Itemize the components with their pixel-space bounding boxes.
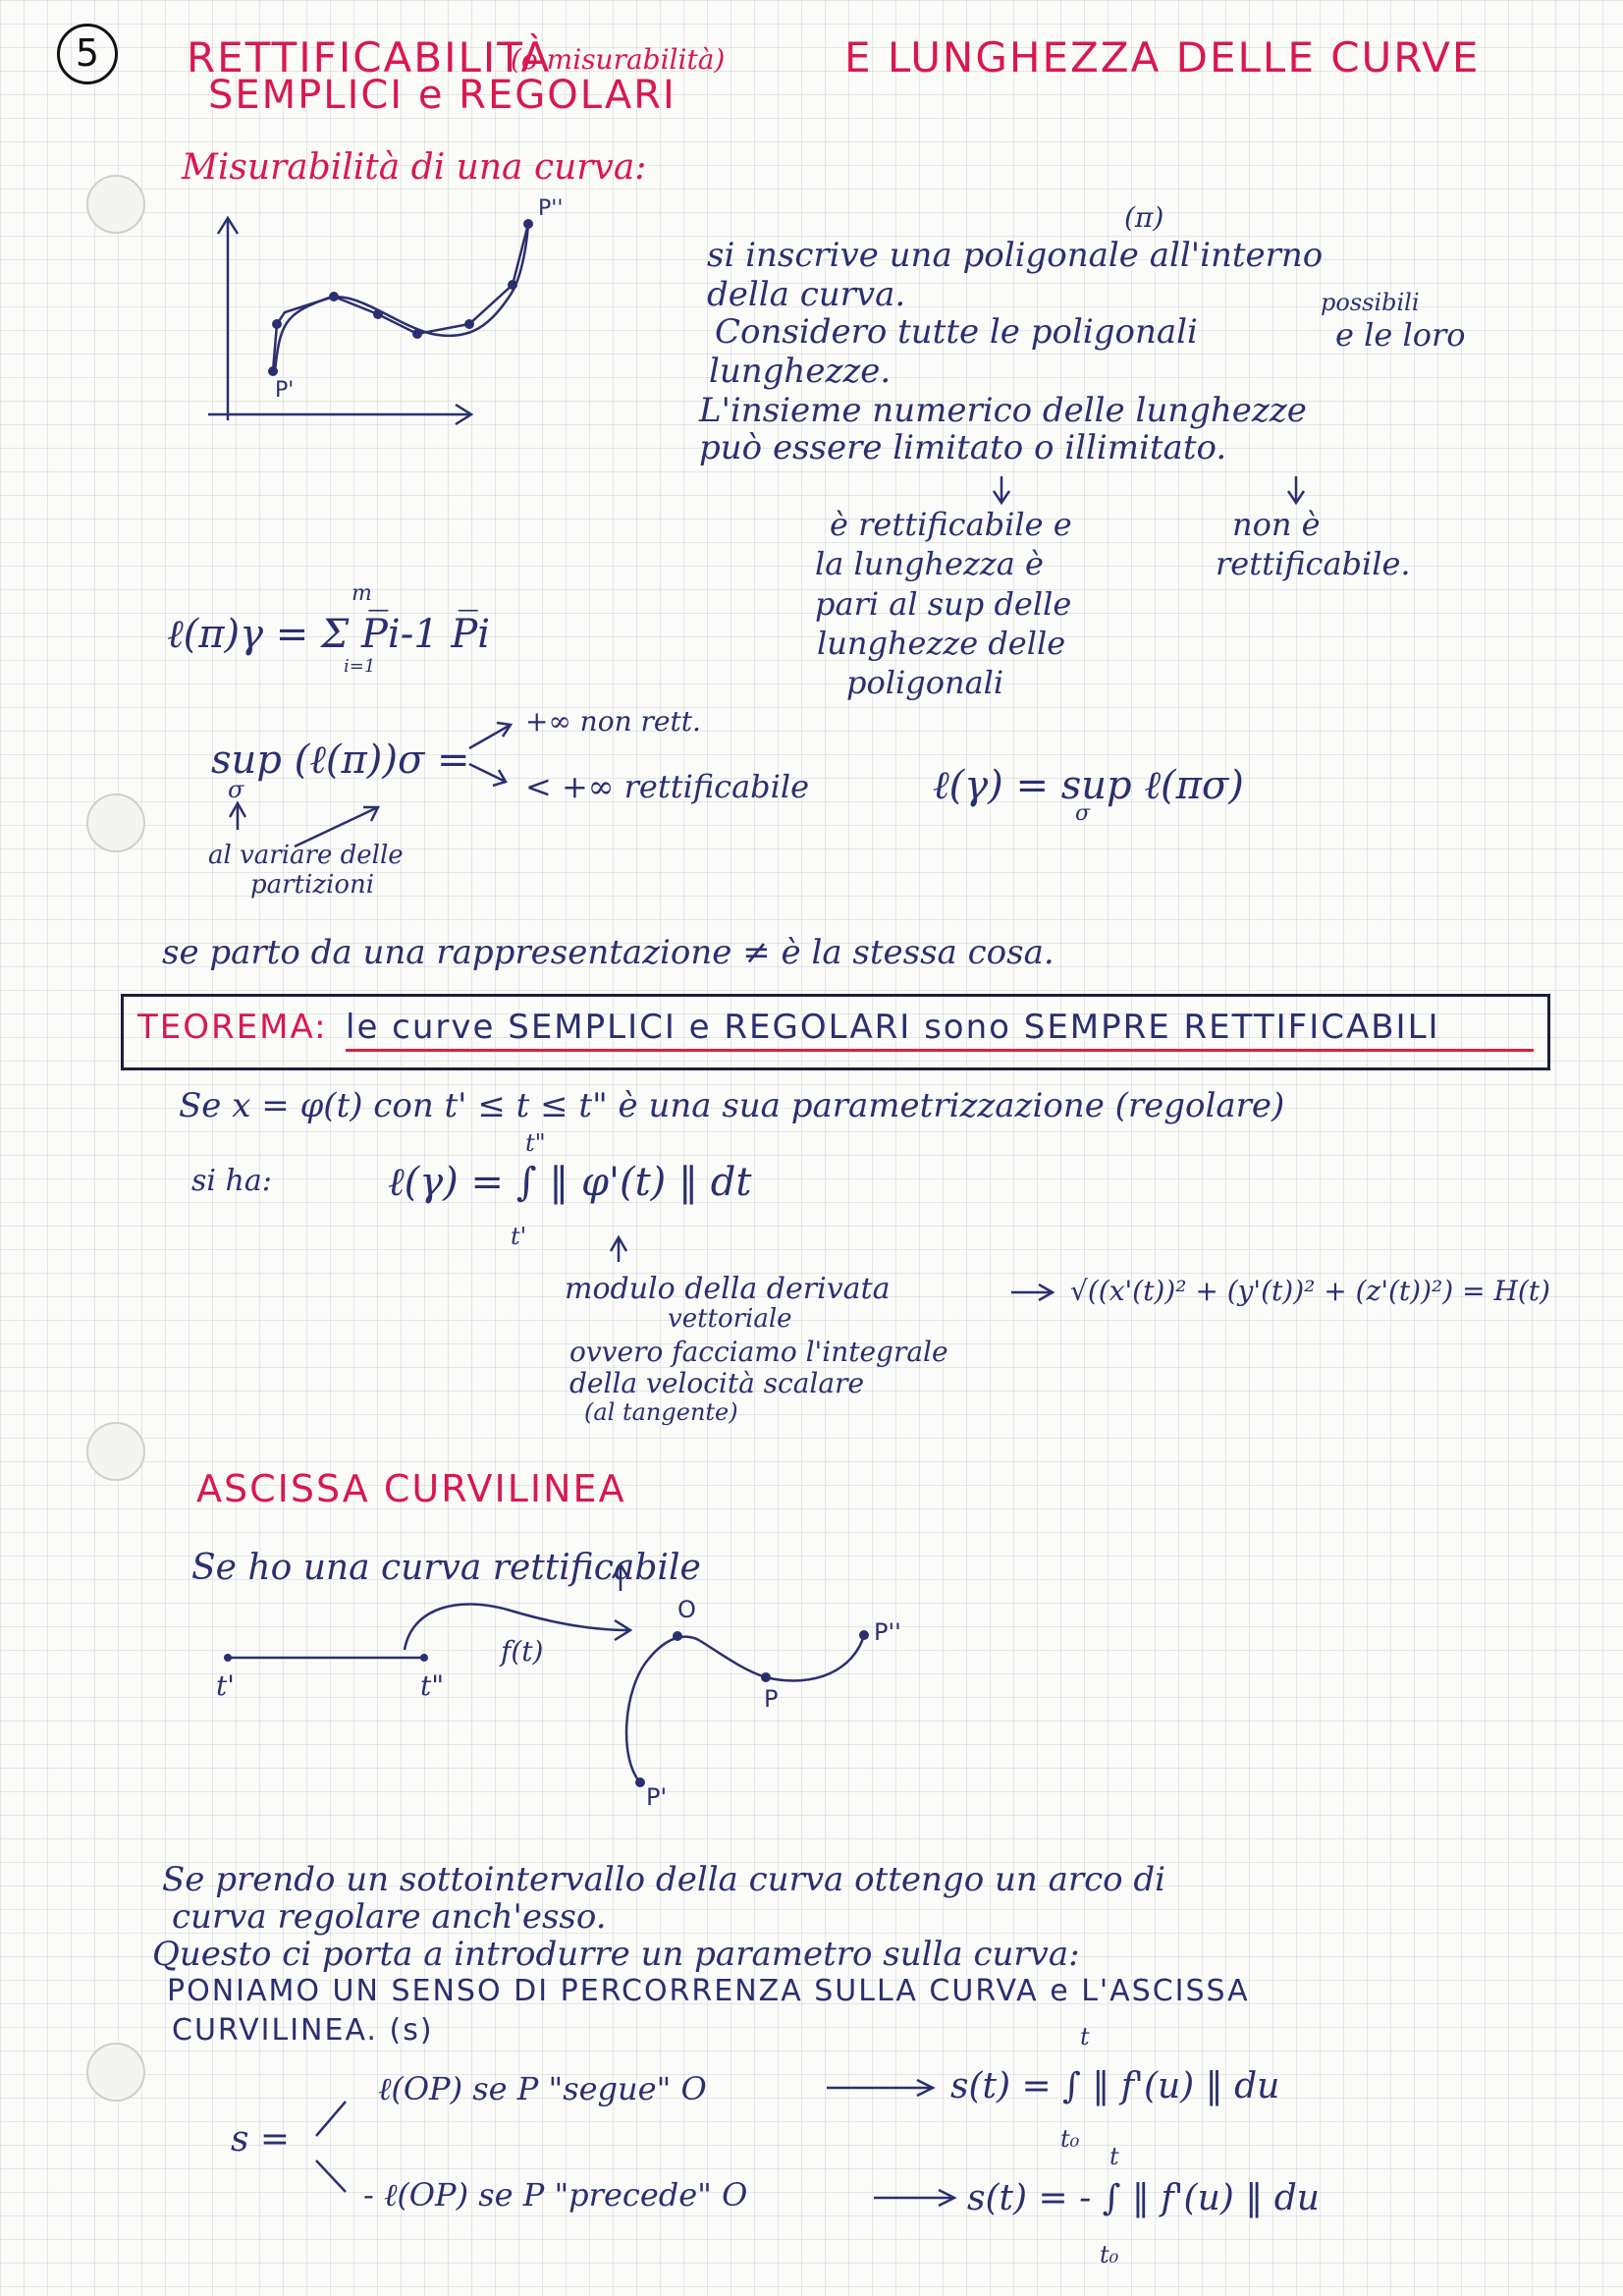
diagram-o: O (677, 1596, 696, 1623)
ascissa-text: PONIAMO UN SENSO DI PERCORRENZA SULLA CURVA e L'ASCISSA (167, 1974, 1250, 2008)
ascissa-text: curva regolare anch'esso. (172, 1897, 607, 1937)
sum-bottom-index: i=1 (344, 656, 376, 677)
representation-note: se parto da una rappresentazione ≠ è la stessa cosa. (162, 933, 1055, 972)
branch-left-line: lunghezze delle (817, 625, 1066, 662)
variation-note: partizioni (250, 870, 375, 900)
text-line: della curva. (707, 275, 906, 314)
s-integral-upper: t (1080, 2023, 1090, 2050)
branch-left-line: la lunghezza è (815, 545, 1044, 582)
variation-note: al variare delle (208, 841, 404, 870)
case-segue: ℓ(OP) se P "segue" O (378, 2070, 707, 2107)
diagram-p-end: P'' (874, 1618, 901, 1646)
branch-left-line: è rettificabile e (830, 506, 1072, 543)
title-line1-rest: E LUNGHEZZA DELLE CURVE (844, 33, 1481, 82)
integral-note: (al tangente) (584, 1398, 738, 1426)
e-le-loro: e le loro (1335, 316, 1466, 354)
length-definition-sub: σ (1075, 801, 1091, 826)
text-line: L'insieme numerico delle lunghezze (699, 391, 1307, 430)
branch-left-line: poligonali (846, 664, 1004, 701)
integral-upper: t" (525, 1129, 546, 1157)
ascissa-text: Questo ci porta a introdurre un parametro sulla curva: (152, 1935, 1080, 1974)
theorem-text: le curve SEMPLICI e REGOLARI sono SEMPRE RETTIFICABILI (346, 1008, 1440, 1047)
diagram-t2: t" (420, 1669, 445, 1702)
module-note: modulo della derivata (565, 1272, 891, 1306)
module-expression: √((x'(t))² + (y'(t))² + (z'(t))²) = H(t) (1070, 1275, 1550, 1307)
s-integral-lower: t₀ (1060, 2125, 1080, 2153)
formula-length-polygonal: ℓ(π)γ = Σ P̅i-1 P̅i (167, 612, 491, 657)
si-ha: si ha: (191, 1164, 272, 1198)
branch-right-line: rettificabile. (1216, 545, 1411, 582)
pi-label: (π) (1124, 201, 1164, 234)
diagram-t1: t' (216, 1669, 235, 1702)
title-line2: SEMPLICI e REGOLARI (208, 73, 676, 118)
case-infinite: +∞ non rett. (525, 705, 701, 738)
diagram-p: P (764, 1685, 779, 1713)
integral-lower: t' (511, 1223, 527, 1250)
diagram-p-start: P' (646, 1783, 668, 1811)
diagram-f: f(t) (501, 1635, 544, 1667)
ascissa-heading: ASCISSA CURVILINEA (196, 1467, 626, 1510)
formula-sup-sub: σ (228, 776, 244, 803)
s-integral-2: s(t) = - ∫ ‖ f'(u) ‖ du (967, 2178, 1320, 2218)
branch-left-line: pari al sup delle (815, 585, 1072, 623)
s-equals: s = (231, 2119, 291, 2159)
integral-note: della velocità scalare (569, 1367, 865, 1399)
module-note: vettoriale (668, 1304, 792, 1334)
s-integral-lower: t₀ (1100, 2241, 1119, 2269)
text-line: può essere limitato o illimitato. (699, 428, 1227, 467)
ascissa-intro: Se ho una curva rettificabile (191, 1548, 701, 1588)
page-number: 5 (75, 31, 100, 75)
graph-label-p-end: P'' (538, 196, 564, 221)
theorem-label: TEOREMA: (137, 1008, 328, 1047)
s-integral-1: s(t) = ∫ ‖ f'(u) ‖ du (950, 2066, 1280, 2106)
possibili-note: possibili (1321, 289, 1420, 316)
length-definition: ℓ(γ) = sup ℓ(πσ) (933, 763, 1244, 808)
ascissa-text: CURVILINEA. (s) (172, 2013, 434, 2048)
formula-sup: sup (ℓ(π))σ = (211, 738, 470, 783)
sum-top-index: m (352, 581, 372, 606)
param-line: Se x = φ(t) con t' ≤ t ≤ t" è una sua parametrizzazione (regolare) (179, 1086, 1285, 1125)
title-line1: RETTIFICABILITÀ (187, 33, 552, 82)
title-paren: (o misurabilità) (511, 43, 726, 76)
text-line: Considero tutte le poligonali (715, 312, 1198, 352)
case-precede: - ℓ(OP) se P "precede" O (363, 2176, 748, 2214)
text-line: si inscrive una poligonale all'interno (707, 236, 1324, 275)
case-finite: < +∞ rettificabile (525, 768, 810, 805)
branch-right-line: non è (1232, 506, 1321, 543)
s-integral-upper: t (1109, 2143, 1119, 2170)
integral-note: ovvero facciamo l'integrale (569, 1336, 948, 1368)
text-line: lunghezze. (709, 352, 892, 391)
length-integral: ℓ(γ) = ∫ ‖ φ'(t) ‖ dt (388, 1160, 752, 1205)
section-heading-misurabilita: Misurabilità di una curva: (182, 147, 647, 188)
graph-label-p-start: P' (275, 378, 295, 403)
ascissa-text: Se prendo un sottointervallo della curva ottengo un arco di (162, 1860, 1166, 1899)
